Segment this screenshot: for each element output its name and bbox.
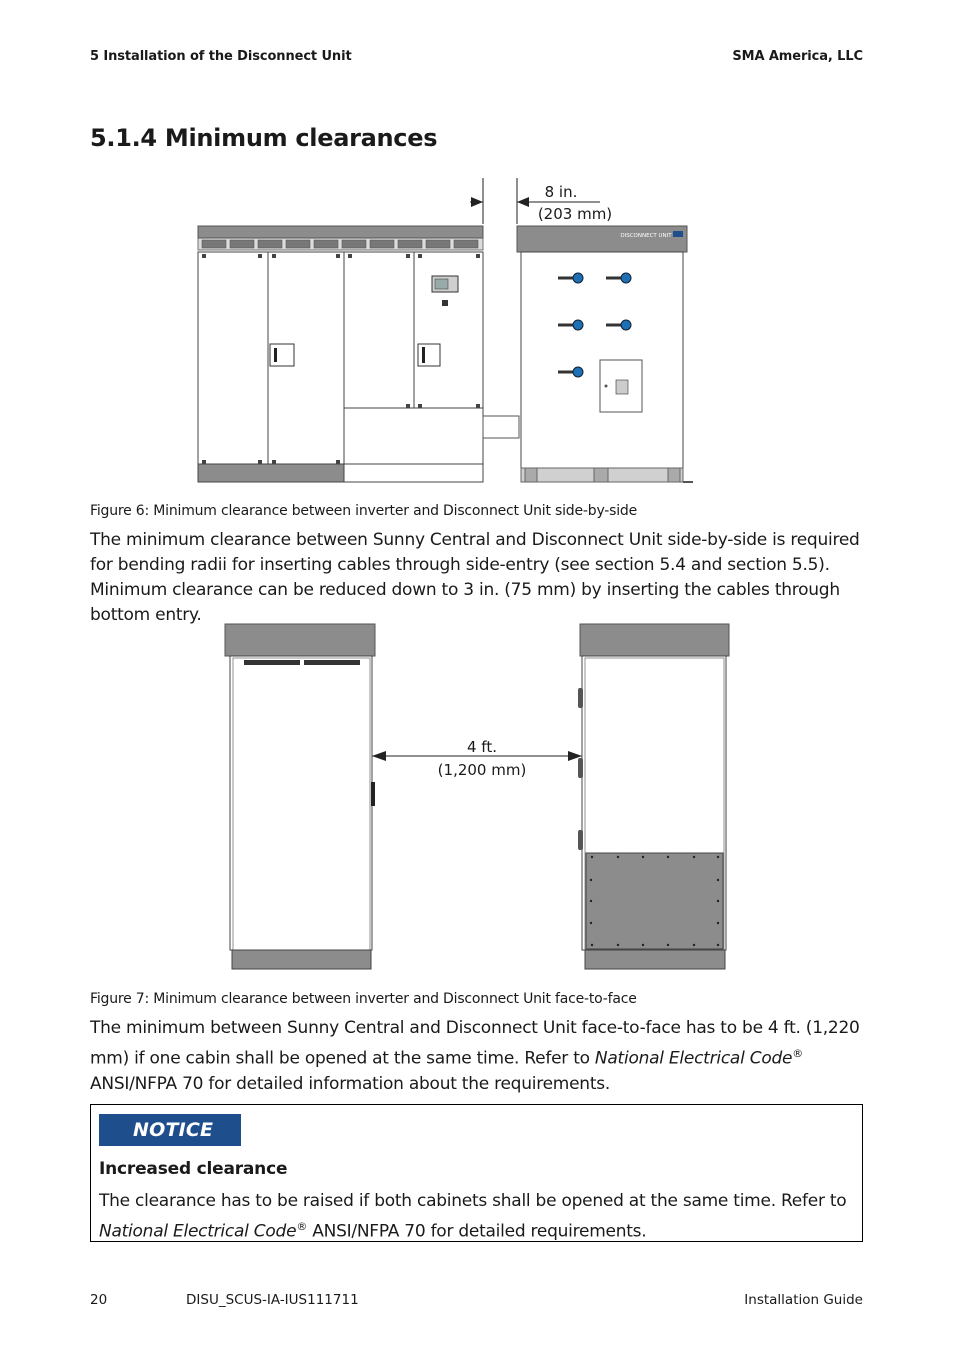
paragraph-side-clearance: The minimum clearance between Sunny Central and Disconnect Unit side-by-side is required for bending radii for inserting cables through side-entry (see section 5.4 and section 5.5). Minimum clearance can be reduced down to 3 in. (75 mm) by inserting the cables through bottom entry. [90,530,860,625]
dimension-1200mm-label: (1,200 mm) [437,761,527,779]
running-header-chapter: 5 Installation of the Disconnect Unit [90,49,352,64]
notice-badge: NOTICE [99,1114,241,1146]
notice-text [99,1189,859,1245]
dimension-203mm-label: (203 mm) [537,205,613,223]
dimension-8in-label: 8 in. [544,183,578,201]
disconnect-unit-nameplate: DISCONNECT UNIT [620,233,672,239]
paragraph-face-clearance [90,1016,862,1097]
figure-face-to-face [220,620,740,975]
side-by-side-drawing [190,172,710,492]
notice-text-2: ANSI/NFPA 70 for detailed requirements. [307,1221,647,1242]
inverter-cabinet [198,226,519,482]
paragraph-face-code-title: National Electrical Code [594,1048,793,1069]
face-to-face-drawing [220,620,740,975]
notice-heading: Increased clearance [99,1159,288,1179]
notice-text-1: The clearance has to be raised if both cabinets shall be opened at the same time. Refer to [99,1191,847,1211]
section-title: 5.1.4 Minimum clearances [90,124,438,152]
document-type: Installation Guide [744,1292,863,1308]
notice-code-title: National Electrical Code [99,1221,297,1242]
figure-7-caption: Figure 7: Minimum clearance between inverter and Disconnect Unit face-to-face [90,991,637,1007]
dimension-4ft-label: 4 ft. [467,738,497,756]
notice-box [90,1104,863,1242]
inverter-side-view [225,624,375,969]
figure-6-caption: Figure 6: Minimum clearance between inverter and Disconnect Unit side-by-side [90,503,638,519]
registered-mark: ® [792,1047,803,1060]
disconnect-unit-side-view [578,624,729,969]
document-id: DISU_SCUS-IA-IUS111711 [186,1292,359,1308]
notice-registered-mark: ® [296,1220,308,1233]
running-header-company: SMA America, LLC [732,49,863,64]
figure-side-by-side [190,172,710,492]
disconnect-unit-cabinet [517,226,693,482]
paragraph-face-text-2: ANSI/NFPA 70 for detailed information about the requirements. [90,1073,611,1094]
paragraph-face-text-1: The minimum between Sunny Central and Disconnect Unit face-to-face has to be 4 ft. (1,220 mm) if one cabin shall be opened at the same time. Refer to [90,1018,860,1069]
page-number: 20 [90,1292,108,1308]
